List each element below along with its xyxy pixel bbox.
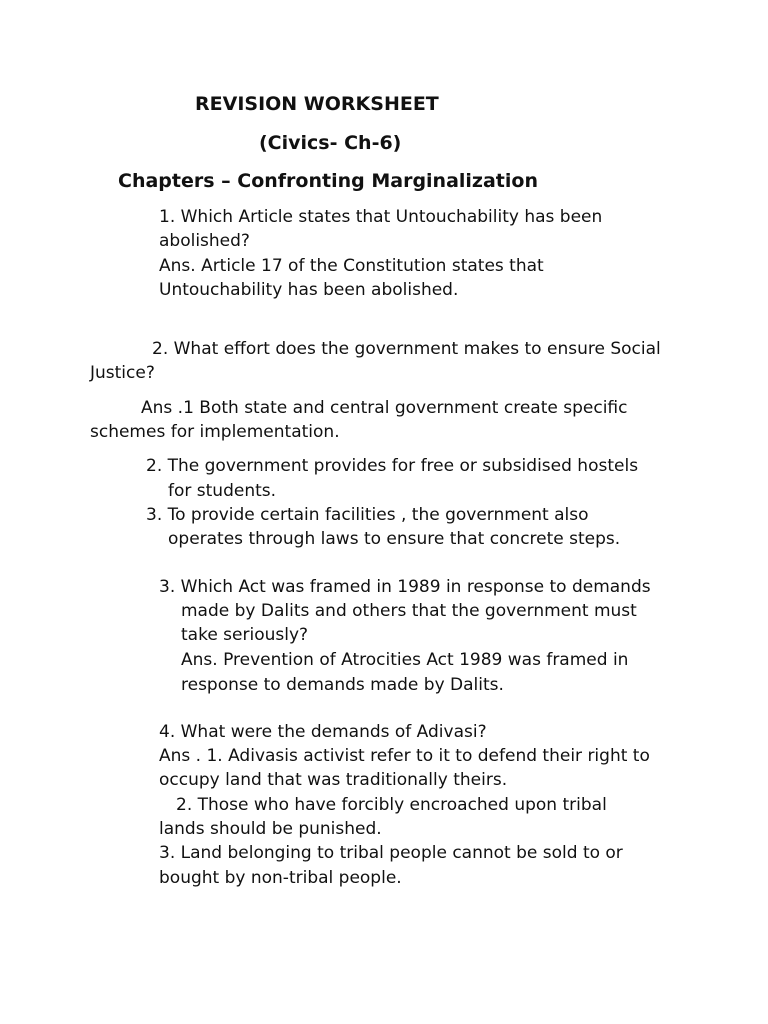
question-3-line-3: take seriously? xyxy=(181,625,309,645)
question-1-line-2: abolished? xyxy=(159,231,250,251)
answer-1-line-1: Ans. Article 17 of the Constitution states that xyxy=(159,256,544,276)
question-2-line-2: Justice? xyxy=(90,363,155,383)
answer-4-point-2-line-1: 2. Those who have forcibly encroached upon tribal xyxy=(176,795,607,815)
answer-2-point-1-line-1: Ans .1 Both state and central government create specific xyxy=(141,398,628,418)
answer-2-point-2-line-1: 2. The government provides for free or subsidised hostels xyxy=(146,456,639,476)
chapter-heading: Chapters – Confronting Marginalization xyxy=(118,170,538,192)
question-3-line-1: 3. Which Act was framed in 1989 in response to demands xyxy=(159,577,651,597)
answer-1-line-2: Untouchability has been abolished. xyxy=(159,280,459,300)
answer-3-line-2: response to demands made by Dalits. xyxy=(181,675,504,695)
answer-2-point-2-line-2: for students. xyxy=(168,481,277,501)
answer-4-point-1-line-2: occupy land that was traditionally theirs. xyxy=(159,770,508,790)
answer-2-point-3-line-2: operates through laws to ensure that concrete steps. xyxy=(168,529,621,549)
answer-2-point-1-line-2: schemes for implementation. xyxy=(90,422,340,442)
answer-4-point-2-line-2: lands should be punished. xyxy=(159,819,382,839)
answer-4-point-3-line-2: bought by non-tribal people. xyxy=(159,868,402,888)
question-4-line-1: 4. What were the demands of Adivasi? xyxy=(159,722,487,742)
worksheet-subtitle: (Civics- Ch-6) xyxy=(259,132,402,154)
answer-4-point-3-line-1: 3. Land belonging to tribal people cannot be sold to or xyxy=(159,843,623,863)
answer-4-point-1-line-1: Ans . 1. Adivasis activist refer to it to defend their right to xyxy=(159,746,650,766)
answer-3-line-1: Ans. Prevention of Atrocities Act 1989 was framed in xyxy=(181,650,629,670)
worksheet-title: REVISION WORKSHEET xyxy=(195,93,439,115)
question-1-line-1: 1. Which Article states that Untouchability has been xyxy=(159,207,603,227)
question-3-line-2: made by Dalits and others that the government must xyxy=(181,601,637,621)
question-2-line-1: 2. What effort does the government makes to ensure Social xyxy=(152,339,661,359)
answer-2-point-3-line-1: 3. To provide certain facilities , the government also xyxy=(146,505,589,525)
